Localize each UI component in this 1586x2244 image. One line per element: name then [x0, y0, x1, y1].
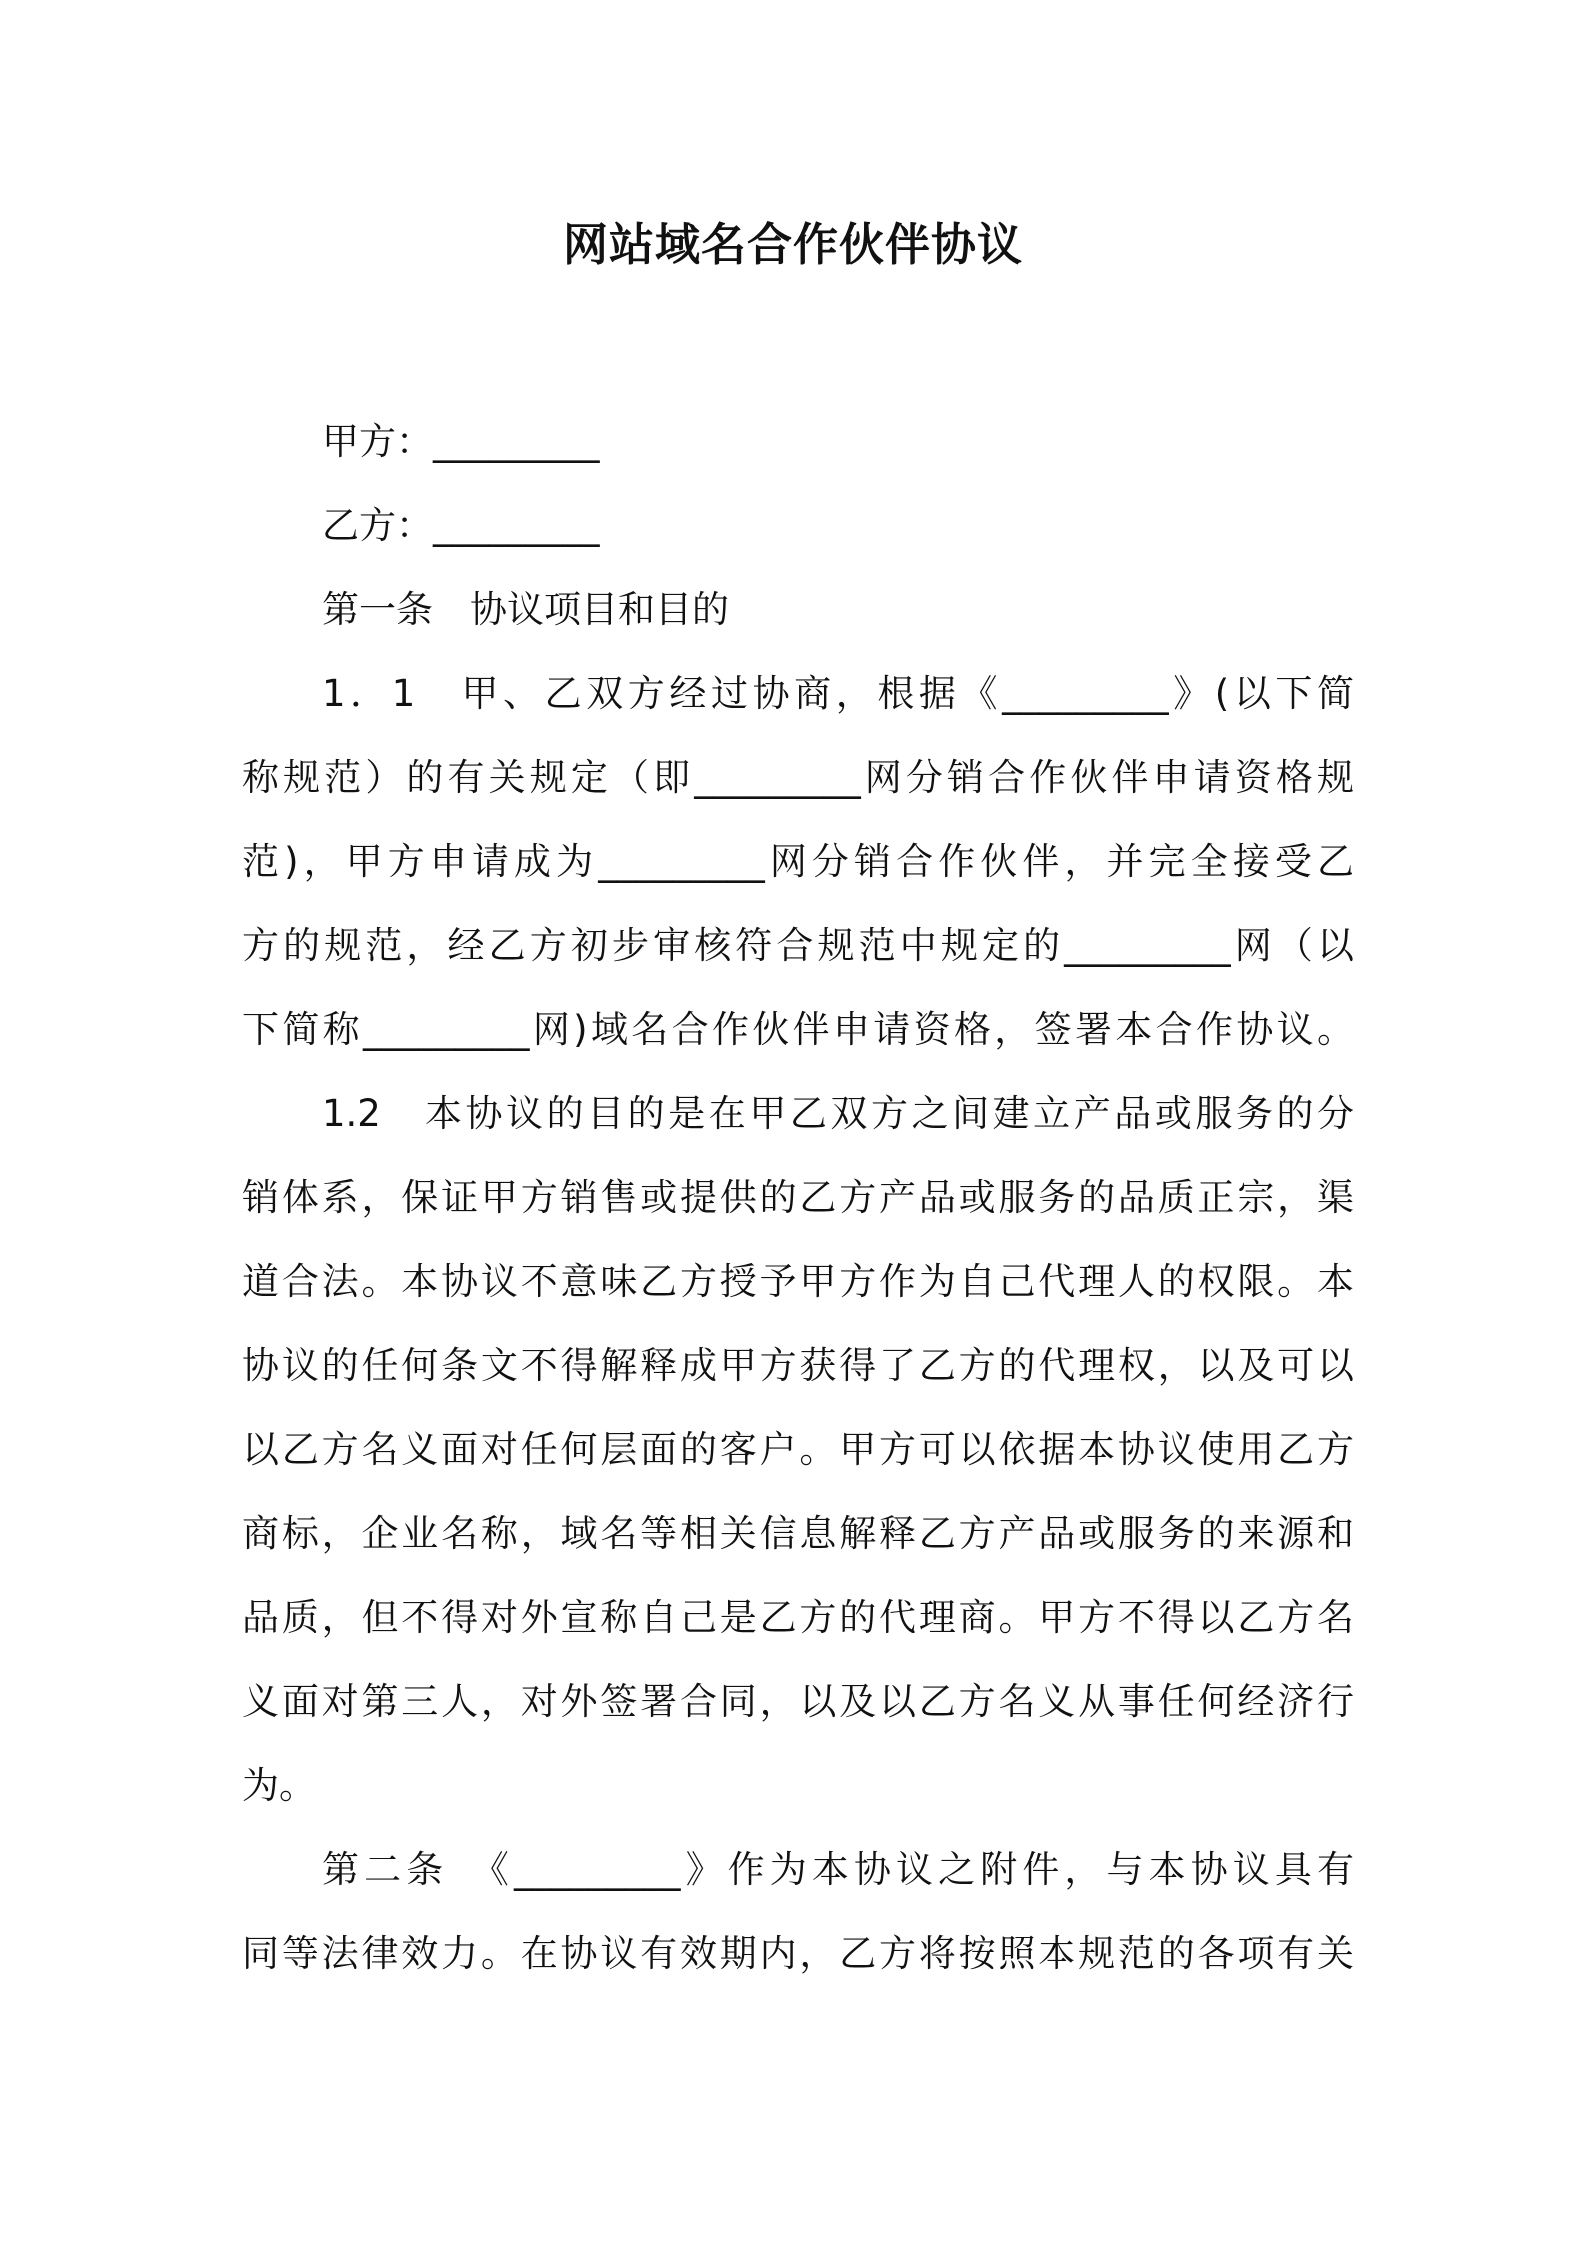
article-1-heading: 第一条 协议项目和目的	[322, 588, 729, 631]
paragraph-line: 方的规范，经乙方初步审核符合规范中规定的_________网（以	[242, 924, 1354, 967]
paragraph-line: 道合法。本协议不意味乙方授予甲方作为自己代理人的权限。本	[242, 1260, 1354, 1303]
paragraph-line: 商标，企业名称，域名等相关信息解释乙方产品或服务的来源和	[242, 1512, 1354, 1555]
paragraph-line: 1.2 本协议的目的是在甲乙双方之间建立产品或服务的分	[322, 1092, 1354, 1135]
party-a-line: 甲方：_________	[322, 420, 600, 463]
paragraph-line: 品质，但不得对外宣称自己是乙方的代理商。甲方不得以乙方名	[242, 1596, 1354, 1639]
paragraph-line: 同等法律效力。在协议有效期内，乙方将按照本规范的各项有关	[242, 1932, 1354, 1975]
paragraph-line: 称规范）的有关规定（即_________网分销合作伙伴申请资格规	[242, 756, 1354, 799]
paragraph-line: 为。	[242, 1764, 316, 1807]
document-body	[242, 400, 1354, 1996]
paragraph-line: 范)，甲方申请成为_________网分销合作伙伴，并完全接受乙	[242, 840, 1354, 883]
party-b-line: 乙方：_________	[322, 504, 600, 547]
paragraph-line: 以乙方名义面对任何层面的客户。甲方可以依据本协议使用乙方	[242, 1428, 1354, 1471]
paragraph-line: 下简称_________网)域名合作伙伴申请资格，签署本合作协议。	[242, 1008, 1354, 1051]
document-title: 网站域名合作伙伴协议	[562, 218, 1023, 271]
article-2-line: 第二条 《_________》作为本协议之附件，与本协议具有	[322, 1848, 1354, 1891]
paragraph-line: 协议的任何条文不得解释成甲方获得了乙方的代理权，以及可以	[242, 1344, 1354, 1387]
paragraph-line: 1．1 甲、乙双方经过协商，根据《_________》(以下简	[322, 672, 1354, 715]
paragraph-line: 销体系，保证甲方销售或提供的乙方产品或服务的品质正宗，渠	[242, 1176, 1354, 1219]
paragraph-line: 义面对第三人，对外签署合同，以及以乙方名义从事任何经济行	[242, 1680, 1354, 1723]
